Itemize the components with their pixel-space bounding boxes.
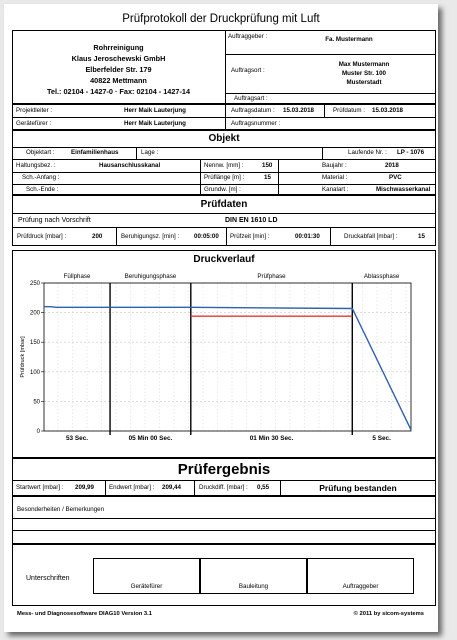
nennw-value: 150 — [262, 162, 273, 169]
endwert-label: Endwert [mbar] : — [109, 484, 155, 491]
material-label: Material : — [322, 174, 348, 181]
auftragsort-label: Auftragsort : — [231, 67, 265, 74]
auftragsort-line-3: Musterstadt — [346, 79, 382, 86]
footer-software: Mess- und Diagnosesoftware DIAG10 Version 3.1 — [17, 611, 152, 617]
y-tick-label-50: 50 — [33, 399, 40, 406]
bemerkungen-block — [12, 496, 436, 544]
y-tick-label-0: 0 — [36, 429, 40, 435]
druckdiff-label: Druckdiff. [mbar] : — [199, 484, 248, 491]
company-city: 40822 Mettmann — [90, 76, 147, 85]
endwert-value: 209,44 — [162, 484, 181, 491]
auftragsort-line-2: Muster Str. 100 — [341, 70, 387, 77]
grundw-label: Grundw. [m] : — [204, 186, 241, 193]
auftragsdatum-value: 15.03.2018 — [283, 107, 314, 114]
y-tick-label-200: 200 — [29, 310, 40, 317]
auftragsnummer-label: Auftragsnummer : — [231, 120, 281, 127]
series-line-1 — [44, 307, 411, 430]
company-phone: Tel.: 02104 - 1427-0 · Fax: 02104 - 1427-14 — [46, 87, 191, 96]
phase-label: Füllphase — [63, 273, 91, 280]
vorschrift-label: Prüfung nach Vorschrift — [18, 217, 91, 224]
phase-label: Beruhigungsphase — [124, 273, 177, 280]
vorschrift-value: DIN EN 1610 LD — [225, 217, 278, 224]
y-tick-label-250: 250 — [29, 281, 40, 287]
document-title: Prüfprotokoll der Druckprüfung mit Luft — [122, 13, 320, 25]
laufende-nr-value: LP - 1076 — [397, 149, 425, 156]
company-name: Rohrreinigung — [93, 43, 144, 52]
haltungsbez-label: Haltungsbez. : — [16, 162, 56, 169]
druckabfall-value: 15 — [418, 233, 425, 240]
ergebnis-heading: Prüfergebnis — [177, 461, 271, 478]
signature-geraetefuehrer-label: Gerätefürer — [130, 583, 163, 590]
druckabfall-label: Druckabfall [mbar] : — [344, 233, 398, 240]
auftraggeber-label: Auftraggeber : — [228, 33, 268, 40]
objektart-label: Objektart : — [26, 149, 55, 156]
material-value: PVC — [389, 174, 402, 181]
kanalart-value: Mischwasserkanal — [376, 186, 431, 193]
lage-label: Lage : — [141, 149, 159, 156]
signature-bauleitung-label: Bauleitung — [238, 583, 269, 590]
beruhigungsz-label: Beruhigungsz. [min] : — [121, 233, 180, 240]
startwert-label: Startwert [mbar] : — [16, 484, 64, 491]
y-tick-label-100: 100 — [29, 369, 40, 376]
pruefdatum-label: Prüfdatum : — [333, 107, 365, 114]
nennw-label: Nennw. [mm] : — [204, 162, 244, 169]
objekt-heading: Objekt — [208, 133, 240, 144]
auftragsdatum-label: Auftragsdatum : — [231, 107, 275, 114]
phase-duration-label: 01 Min 30 Sec. — [249, 435, 294, 442]
pruefzeit-value: 00:01:30 — [295, 233, 320, 240]
pruefdaten-heading: Prüfdaten — [200, 199, 248, 210]
phase-duration-label: 53 Sec. — [66, 435, 89, 442]
pressure-chart — [12, 250, 436, 458]
phase-label: Ablassphase — [363, 273, 400, 280]
result-status: Prüfung bestanden — [319, 483, 397, 493]
geraetefuehrer-value: Herr Maik Lauterjung — [124, 120, 186, 127]
projektleiter-label: Projektleiter : — [16, 107, 53, 114]
druckdiff-value: 0,55 — [257, 484, 270, 491]
beruhigungsz-value: 00:05:00 — [194, 233, 219, 240]
pruefdruck-label: Prüfdruck [mbar] : — [17, 233, 67, 240]
plot-area — [44, 283, 411, 431]
baujahr-value: 2018 — [385, 162, 399, 169]
pruefdruck-value: 200 — [92, 233, 103, 240]
pruefllaenge-value: 15 — [264, 174, 271, 181]
kanalart-label: Kanalart : — [322, 186, 349, 193]
y-axis-label: Prüfdruck [mbar] — [20, 336, 26, 378]
laufende-nr-label: Laufende Nr. : — [348, 149, 387, 156]
company-owner: Klaus Jeroschewski GmbH — [71, 54, 166, 63]
chart-title: Druckverlauf — [193, 254, 255, 265]
footer-copyright: © 2011 by sicom-systems — [353, 611, 424, 617]
pruefdatum-value: 15.03.2018 — [372, 107, 403, 114]
objektart-value: Einfamilienhaus — [71, 149, 119, 156]
auftragsort-line-1: Max Mustermann — [338, 61, 390, 68]
projektleiter-value: Herr Maik Lauterjung — [124, 107, 186, 114]
startwert-value: 209,99 — [75, 484, 94, 491]
phase-label: Prüfphase — [257, 273, 286, 280]
signature-auftraggeber-label: Auftraggeber — [342, 583, 379, 590]
company-street: Elberfelder Str. 179 — [85, 65, 152, 74]
haltungsbez-value: Hausanschlusskanal — [99, 162, 161, 169]
sch-anfang-label: Sch.-Anfang : — [22, 174, 60, 181]
pruefzeit-label: Prüfzeit [min] : — [230, 233, 270, 240]
auftraggeber-value: Fa. Mustermann — [325, 36, 373, 43]
auftragsart-label: Auftragsart : — [234, 95, 268, 102]
baujahr-label: Baujahr : — [322, 162, 347, 169]
pruefllaenge-label: Prüflänge [m] : — [204, 174, 245, 181]
protocol-sheet — [4, 4, 438, 632]
sch-ende-label: Sch.-Ende : — [26, 186, 59, 193]
unterschriften-label: Unterschriften — [26, 575, 70, 582]
phase-duration-label: 5 Sec. — [372, 435, 391, 442]
geraetefuehrer-label: Gerätefürer : — [16, 120, 52, 127]
phase-duration-label: 05 Min 00 Sec. — [128, 435, 173, 442]
bemerkungen-label: Besonderheiten / Bemerkungen — [17, 506, 105, 513]
y-tick-label-150: 150 — [29, 340, 40, 347]
